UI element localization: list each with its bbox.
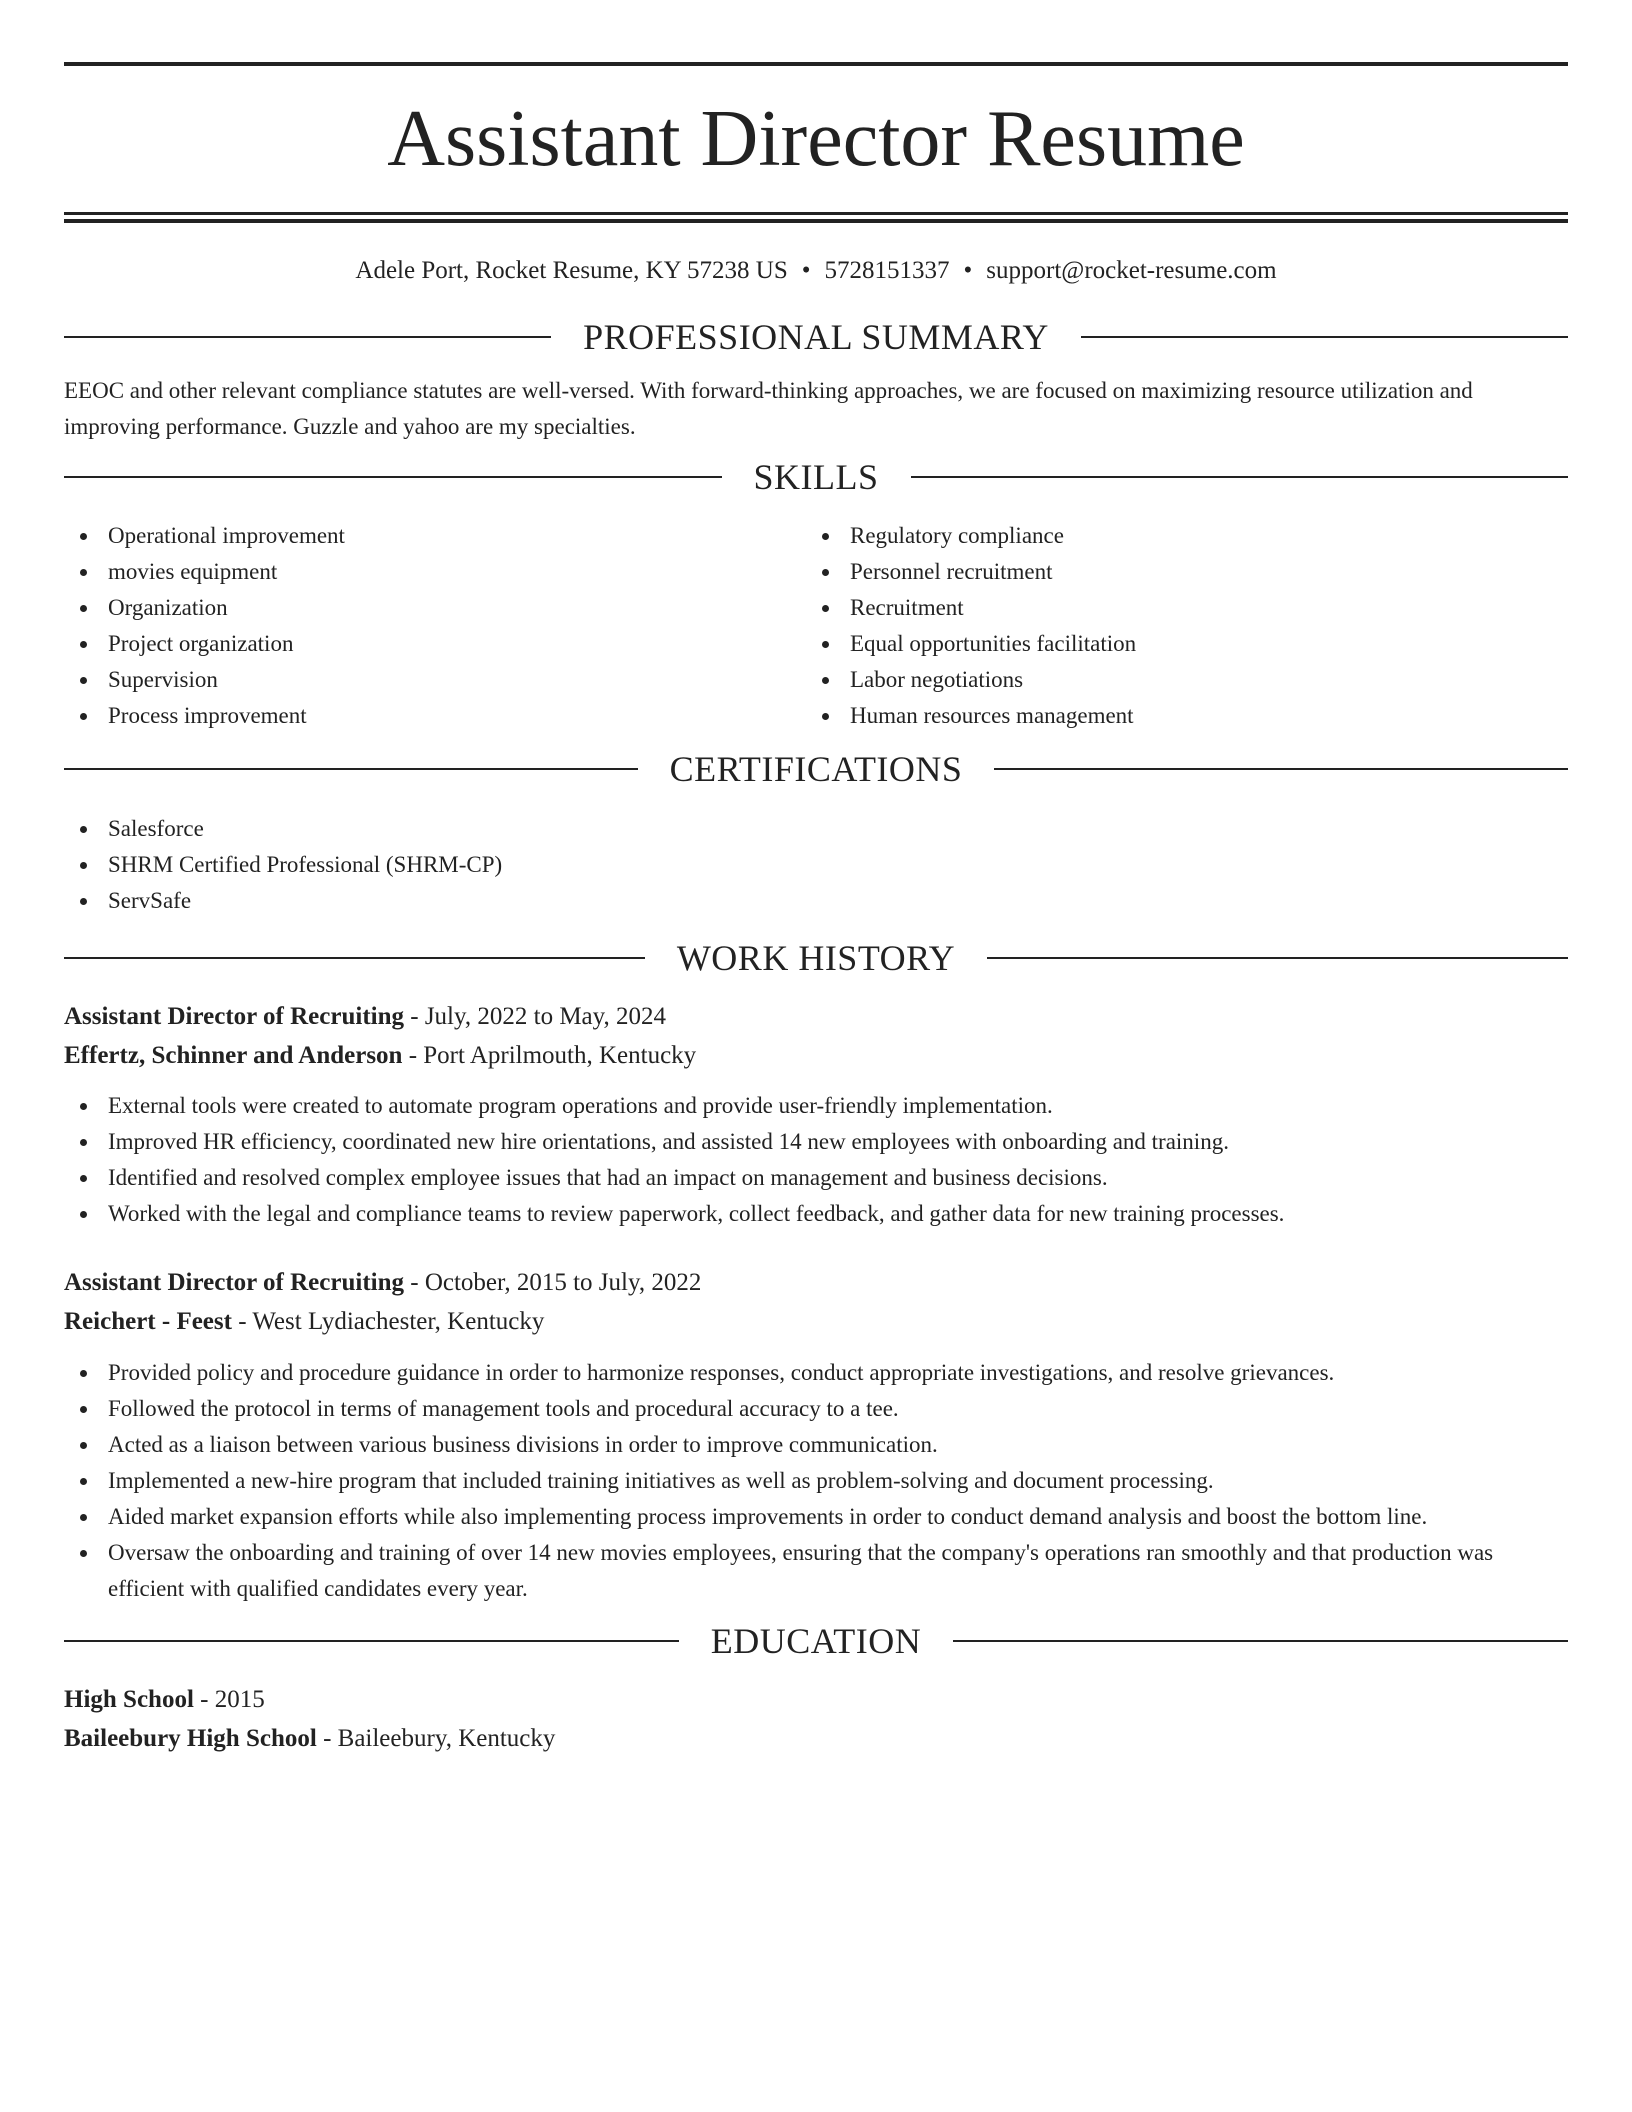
heading-rule — [1081, 336, 1568, 338]
job-company: Effertz, Schinner and Anderson — [64, 1042, 403, 1069]
job-dates: - October, 2015 to July, 2022 — [404, 1269, 702, 1296]
education-entry — [64, 1680, 1568, 1758]
skills-list — [64, 518, 1568, 734]
contact-separator: • — [801, 257, 811, 284]
job-entry — [64, 997, 1568, 1232]
skill-item: Regulatory compliance — [806, 518, 1548, 554]
summary-heading — [64, 317, 1568, 357]
skill-item: Operational improvement — [64, 518, 806, 554]
education-degree-line — [64, 1680, 1568, 1719]
job-duty-item: Provided policy and procedure guidance in order to harmonize responses, conduct appropriate investigations, and resolve grievances. — [64, 1355, 1568, 1391]
education-school-line — [64, 1719, 1568, 1758]
job-company: Reichert - Feest — [64, 1308, 232, 1335]
certifications-heading-label: CERTIFICATIONS — [669, 749, 963, 789]
work-history-heading — [64, 938, 1568, 978]
contact-email: support@rocket-resume.com — [986, 257, 1277, 284]
job-duty-item: Identified and resolved complex employee issues that had an impact on management and business decisions. — [64, 1160, 1568, 1196]
job-duty-item: Worked with the legal and compliance teams to review paperwork, collect feedback, and gather data for new training processes. — [64, 1196, 1568, 1232]
skill-item: Recruitment — [806, 590, 1548, 626]
education-heading — [64, 1621, 1568, 1661]
job-duties — [64, 1355, 1568, 1607]
education-heading-label: EDUCATION — [710, 1621, 922, 1661]
job-dates: - July, 2022 to May, 2024 — [404, 1003, 667, 1030]
skills-column-right — [806, 518, 1548, 734]
heading-rule — [987, 957, 1568, 959]
heading-rule — [64, 768, 638, 770]
title-double-rule — [64, 212, 1568, 223]
skill-item: Project organization — [64, 626, 806, 662]
heading-rule — [64, 476, 722, 478]
skills-heading-label: SKILLS — [753, 457, 879, 497]
heading-rule — [64, 957, 645, 959]
certification-item: Salesforce — [64, 811, 1568, 847]
summary-text: EEOC and other relevant compliance statutes are well-versed. With forward-thinking approaches, we are focused on maximizing resource utilization and improving performance. Guzzle and yahoo are my specialties. — [64, 378, 1473, 439]
summary-heading-label: PROFESSIONAL SUMMARY — [583, 317, 1049, 357]
skill-item: Equal opportunities facilitation — [806, 626, 1548, 662]
heading-rule — [911, 476, 1569, 478]
job-location: - West Lydiachester, Kentucky — [231, 1308, 545, 1335]
top-rule — [64, 62, 1568, 66]
certification-item: ServSafe — [64, 883, 1568, 919]
job-company-line — [64, 1302, 1568, 1341]
heading-rule — [64, 336, 551, 338]
job-title-line — [64, 1263, 1568, 1302]
job-title: Assistant Director of Recruiting — [64, 1269, 404, 1296]
job-entry — [64, 1263, 1568, 1607]
job-duty-item: Implemented a new-hire program that included training initiatives as well as problem-solving and document processing. — [64, 1463, 1568, 1499]
job-duty-item: Acted as a liaison between various business divisions in order to improve communication. — [64, 1427, 1568, 1463]
contact-separator: • — [963, 257, 973, 284]
job-duties — [64, 1088, 1568, 1232]
document-title: Assistant Director Resume — [387, 95, 1245, 183]
job-duty-item: Improved HR efficiency, coordinated new hire orientations, and assisted 14 new employees with onboarding and training. — [64, 1124, 1568, 1160]
job-location: - Port Aprilmouth, Kentucky — [402, 1042, 697, 1069]
contact-address: Adele Port, Rocket Resume, KY 57238 US — [355, 257, 788, 284]
skill-item: movies equipment — [64, 554, 806, 590]
skill-item: Organization — [64, 590, 806, 626]
certifications-list — [64, 811, 1568, 919]
heading-rule — [953, 1640, 1568, 1642]
job-title: Assistant Director of Recruiting — [64, 1003, 404, 1030]
skills-column-left — [64, 518, 806, 734]
job-duty-item: Aided market expansion efforts while also implementing process improvements in order to conduct demand analysis and boost the bottom line. — [64, 1499, 1568, 1535]
heading-rule — [994, 768, 1568, 770]
education-degree: High School — [64, 1686, 194, 1713]
skill-item: Process improvement — [64, 698, 806, 734]
job-duty-item: External tools were created to automate program operations and provide user-friendly implementation. — [64, 1088, 1568, 1124]
skill-item: Labor negotiations — [806, 662, 1548, 698]
certification-item: SHRM Certified Professional (SHRM-CP) — [64, 847, 1568, 883]
education-location: - Baileebury, Kentucky — [316, 1725, 556, 1752]
skill-item: Human resources management — [806, 698, 1548, 734]
skill-item: Supervision — [64, 662, 806, 698]
education-school: Baileebury High School — [64, 1725, 317, 1752]
certifications-heading — [64, 749, 1568, 789]
work-history-heading-label: WORK HISTORY — [676, 938, 956, 978]
contact-line — [64, 256, 1568, 286]
job-company-line — [64, 1036, 1568, 1075]
resume-page — [64, 0, 1568, 1758]
job-title-line — [64, 997, 1568, 1036]
heading-rule — [64, 1640, 679, 1642]
contact-phone: 5728151337 — [824, 257, 950, 284]
job-duty-item: Oversaw the onboarding and training of over 14 new movies employees, ensuring that the company's operations ran smoothly and that production was efficient with qualified candidates every year. — [64, 1535, 1568, 1607]
education-year: - 2015 — [193, 1686, 265, 1713]
job-duty-item: Followed the protocol in terms of management tools and procedural accuracy to a tee. — [64, 1391, 1568, 1427]
skill-item: Personnel recruitment — [806, 554, 1548, 590]
skills-heading — [64, 457, 1568, 497]
